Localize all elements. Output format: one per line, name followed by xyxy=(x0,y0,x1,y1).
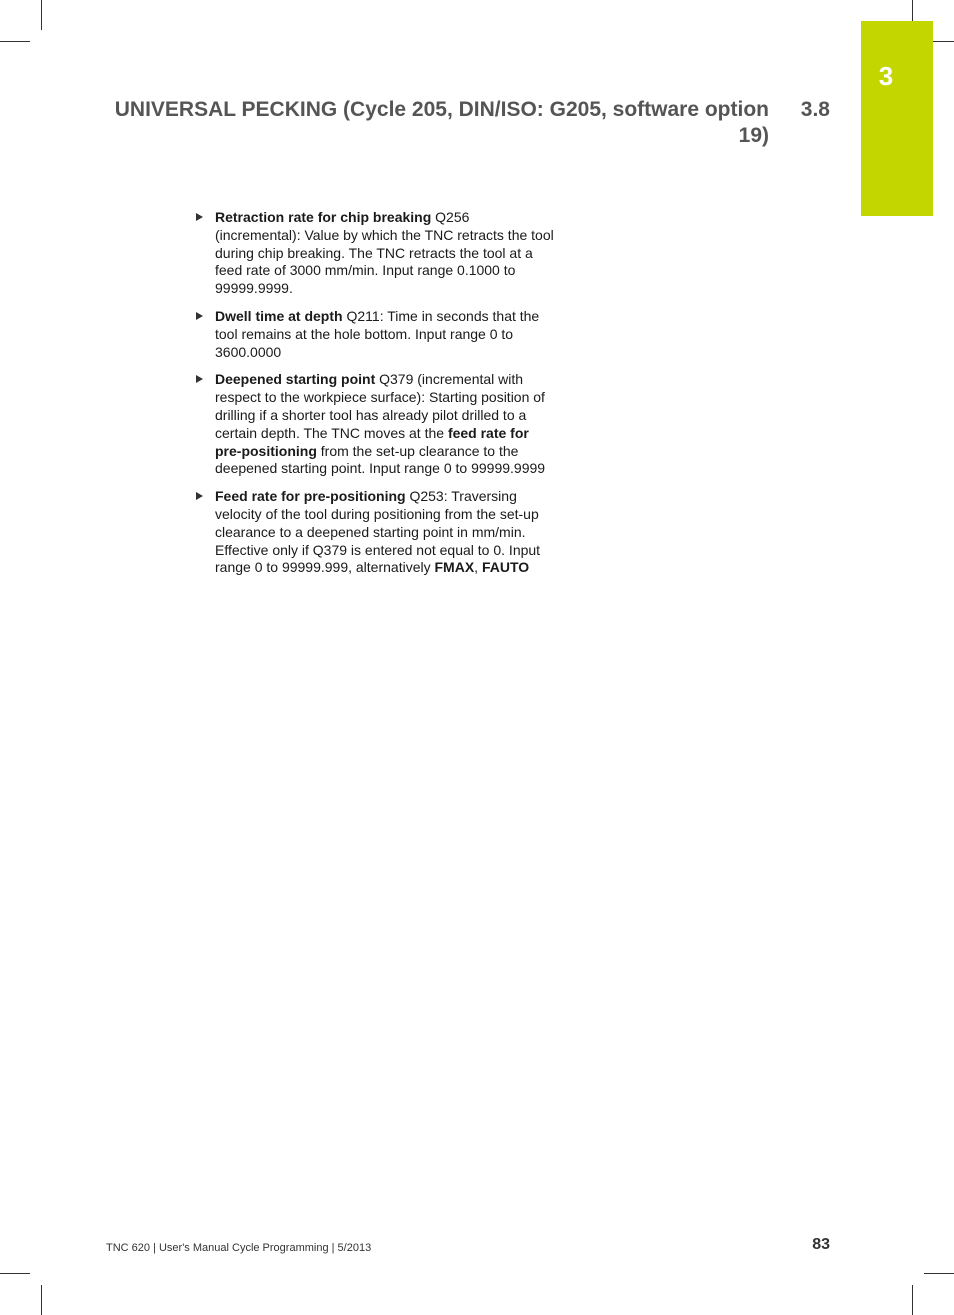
parameter-code: Q211 xyxy=(342,307,380,324)
crop-mark xyxy=(0,41,30,42)
parameter-item xyxy=(193,308,558,361)
parameter-code: Q379 xyxy=(375,371,414,388)
triangle-bullet-icon xyxy=(196,492,203,500)
parameter-description: (incremental): Value by which the TNC retracts the tool during chip breaking. The TNC retracts the tool at a feed rate of 3000 mm/min. Input range 0.1000 to 99999.9999. xyxy=(215,226,554,297)
crop-mark xyxy=(912,1285,913,1315)
parameter-description: (incremental with respect to the workpiece surface): Starting position of drilling if a shorter tool has already pilot drilled to a certain depth. The TNC moves at the xyxy=(215,371,545,441)
parameter-label: Dwell time at depth xyxy=(215,307,343,324)
section-title: UNIVERSAL PECKING (Cycle 205, DIN/ISO: G205, software option 19) xyxy=(114,98,769,147)
parameter-item xyxy=(193,488,558,577)
chapter-number: 3 xyxy=(878,61,894,91)
option-fmax: FMAX xyxy=(434,559,475,576)
footer-text: TNC 620 | User's Manual Cycle Programming | 5/2013 xyxy=(106,1242,372,1254)
crop-mark xyxy=(41,1285,42,1315)
parameter-code: Q253 xyxy=(405,488,444,505)
page-number: 83 xyxy=(812,1236,830,1253)
parameter-description: : Time in seconds that the tool remains at the hole bottom. Input range 0 to 3600.0000 xyxy=(215,307,540,360)
triangle-bullet-icon xyxy=(196,312,203,320)
crop-mark xyxy=(41,0,42,30)
parameter-item xyxy=(193,371,558,478)
section-number: 3.8 xyxy=(800,98,830,121)
triangle-bullet-icon xyxy=(196,213,203,221)
parameter-label: Retraction rate for chip breaking xyxy=(215,209,432,225)
crop-mark xyxy=(924,1273,954,1274)
parameter-label: Feed rate for pre-positioning xyxy=(215,488,406,505)
parameter-label: Deepened starting point xyxy=(215,371,376,388)
crop-mark xyxy=(0,1273,30,1274)
option-separator: , xyxy=(474,559,482,576)
parameter-code: Q256 xyxy=(431,209,470,225)
parameter-list xyxy=(193,209,558,587)
emphasis-term: feed rate for pre-positioning xyxy=(215,424,529,459)
triangle-bullet-icon xyxy=(196,375,203,383)
option-fauto: FAUTO xyxy=(481,559,530,576)
parameter-description-continued: from the set-up clearance to the deepened starting point. Input range 0 to 99999.9999 xyxy=(215,442,546,477)
parameter-item xyxy=(193,209,558,298)
parameter-description: : Traversing velocity of the tool during positioning from the set-up clearance to a deepened starting point in mm/min. Effective only if Q379 is entered not equal to 0. Input range 0 to 99999.999, alternatively xyxy=(215,488,541,576)
chapter-tab xyxy=(861,21,933,216)
